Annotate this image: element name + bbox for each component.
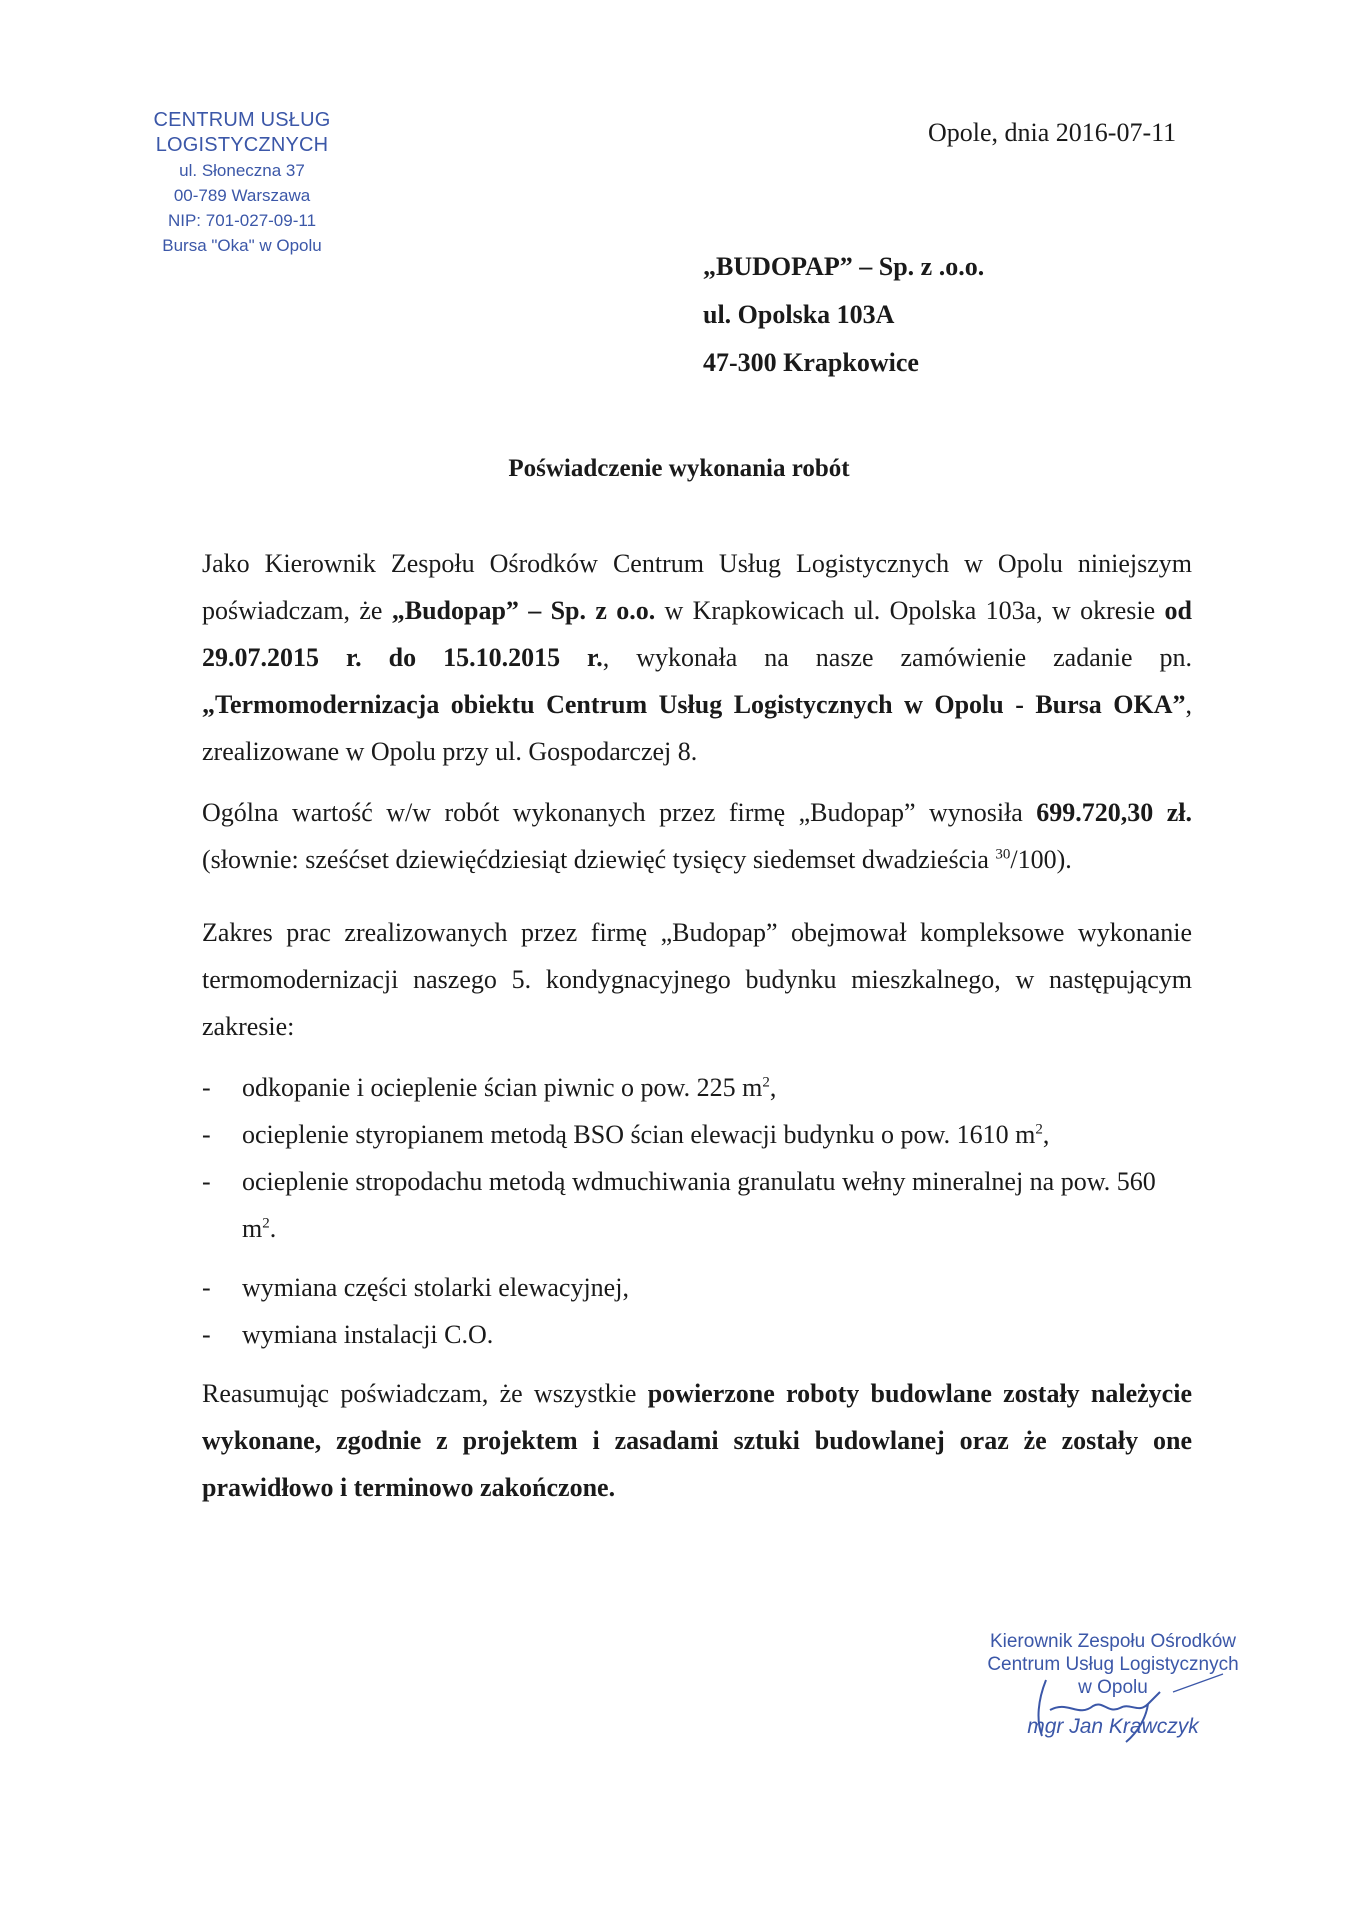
- recipient-address: [703, 243, 984, 387]
- list-item-text: wymiana części stolarki elewacyjnej,: [242, 1273, 629, 1302]
- list-item: [202, 1311, 1192, 1358]
- p2-text-3: /100).: [1010, 845, 1072, 874]
- list-item-text: ocieplenie stropodachu metodą wdmuchiwania granulatu wełny mineralnej na pow. 560 m: [242, 1167, 1156, 1243]
- list-item-end: .: [269, 1214, 277, 1243]
- list-sup: 2: [762, 1074, 770, 1091]
- scope-list: [202, 1064, 1192, 1358]
- paragraph-1: [202, 540, 1192, 775]
- p1-period: od 29.07.2015 r. do 15.10.2015 r.: [202, 596, 1192, 672]
- p1-task-name: „Termomodernizacja obiektu Centrum Usług Logistycznych w Opolu - Bursa OKA”: [202, 690, 1186, 719]
- recipient-street: ul. Opolska 103A: [703, 300, 895, 329]
- list-dash: -: [202, 1320, 211, 1349]
- handwritten-signature-icon: [998, 1670, 1228, 1750]
- sender-postal: 00-789 Warszawa: [173, 186, 311, 205]
- list-dash: -: [202, 1273, 211, 1302]
- p2-amount: 699.720,30 zł.: [1036, 798, 1192, 827]
- p2-grosze: 30: [995, 846, 1011, 863]
- paragraph-3: Zakres prac zrealizowanych przez firmę „Budopap” obejmował kompleksowe wykonanie termomodernizacji naszego 5. kondygnacyjnego budynku mieszkalnego, w następującym zakresie:: [202, 918, 1192, 1041]
- signature-title-1: Kierownik Zespołu Ośrodków: [989, 1631, 1237, 1652]
- signature-name: mgr Jan Krawczyk: [1027, 1715, 1199, 1738]
- p1-text-2: w Krapkowicach ul. Opolska 103a, w okresie: [655, 596, 1165, 625]
- p2-text-1: Ogólna wartość w/w robót wykonanych przez firmę „Budopap” wynosiła: [202, 798, 1037, 827]
- list-item: [202, 1158, 1192, 1252]
- p1-text-4: , zrealizowane w Opolu przy ul. Gospodarczej 8.: [202, 690, 1192, 766]
- signature-title-2: Centrum Usług Logistycznych: [987, 1654, 1239, 1675]
- p1-company: „Budopap” – Sp. z o.o.: [391, 596, 656, 625]
- sender-name: CENTRUM USŁUG LOGISTYCZNYCH: [153, 109, 331, 156]
- paragraph-2: [202, 789, 1192, 883]
- list-item: [202, 1111, 1192, 1158]
- recipient-city: 47-300 Krapkowice: [703, 348, 919, 377]
- letter-body: [202, 540, 1192, 1525]
- signature-title-3: w Opolu: [1078, 1677, 1148, 1698]
- list-item-end: ,: [769, 1073, 777, 1102]
- sender-stamp: [92, 108, 392, 258]
- sender-nip: NIP: 701-027-09-11: [167, 211, 317, 230]
- p2-text-2: (słownie: sześćset dziewięćdziesiąt dziewięć tysięcy siedemset dwadzieścia: [202, 845, 996, 874]
- recipient-name: „BUDOPAP” – Sp. z .o.o.: [703, 252, 985, 281]
- p4-conclusion: powierzone roboty budowlane zostały należycie wykonane, zgodnie z projektem i zasadami sztuki budowlanej oraz że zostały one prawidłowo i terminowo zakończone.: [202, 1379, 1192, 1502]
- p1-text-3: , wykonała na nasze zamówienie zadanie pn.: [602, 643, 1192, 672]
- list-dash: -: [202, 1167, 211, 1196]
- list-item-text: ocieplenie styropianem metodą BSO ścian elewacji budynku o pow. 1610 m: [242, 1120, 1036, 1149]
- signature-stamp: [958, 1630, 1268, 1738]
- sender-street: ul. Słoneczna 37: [179, 161, 305, 180]
- p1-text-1: Jako Kierownik Zespołu Ośrodków Centrum Usług Logistycznych w Opolu niniejszym poświadczam, że: [202, 549, 1192, 625]
- letter-date: Opole, dnia 2016-07-11: [928, 118, 1177, 147]
- list-dash: -: [202, 1120, 211, 1149]
- list-dash: -: [202, 1073, 211, 1102]
- list-item-text: odkopanie i ocieplenie ścian piwnic o pow. 225 m: [242, 1073, 763, 1102]
- list-sup: 2: [262, 1215, 270, 1232]
- list-item: [202, 1264, 1192, 1311]
- p4-text-1: Reasumując poświadczam, że wszystkie: [202, 1379, 648, 1408]
- letter-title: Poświadczenie wykonania robót: [508, 455, 850, 482]
- list-item-text: wymiana instalacji C.O.: [242, 1320, 494, 1349]
- list-item-end: ,: [1042, 1120, 1050, 1149]
- list-item: [202, 1064, 1192, 1111]
- sender-unit: Bursa "Oka" w Opolu: [162, 236, 322, 255]
- paragraph-4: [202, 1370, 1192, 1511]
- list-sup: 2: [1035, 1121, 1043, 1138]
- list-spacer: [202, 1252, 1192, 1264]
